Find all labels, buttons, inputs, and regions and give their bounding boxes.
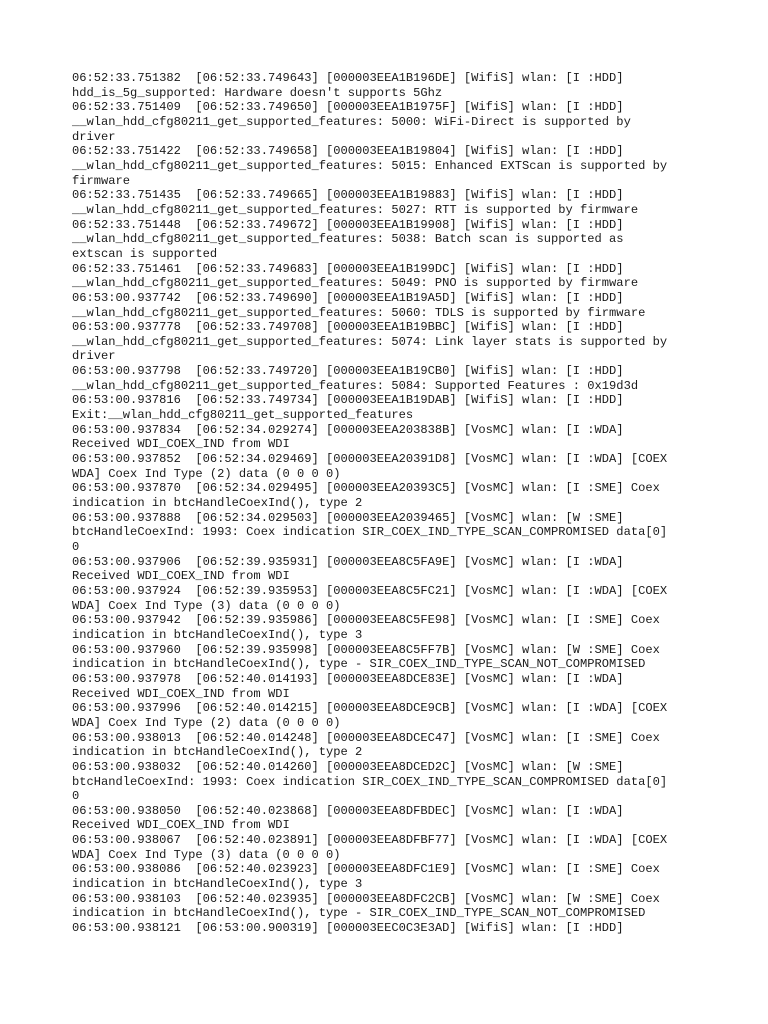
log-line: WDA] Coex Ind Type (2) data (0 0 0 0) xyxy=(72,466,341,481)
log-line: 06:53:00.938121 [06:53:00.900319] [000003EEC0C3E3AD] [WifiS] wlan: [I :HDD] xyxy=(72,921,624,936)
log-line: indication in btcHandleCoexInd(), type 3 xyxy=(72,627,363,642)
log-line: 06:53:00.938050 [06:52:40.023868] [000003EEA8DFBDEC] [VosMC] wlan: [I :WDA] xyxy=(72,803,624,818)
log-line: 06:53:00.937834 [06:52:34.029274] [000003EEA203838B] [VosMC] wlan: [I :WDA] xyxy=(72,422,624,437)
log-line: 06:52:33.751435 [06:52:33.749665] [000003EEA1B19883] [WifiS] wlan: [I :HDD] xyxy=(72,188,624,203)
log-line: __wlan_hdd_cfg80211_get_supported_features: 5074: Link layer stats is supported by xyxy=(72,334,668,349)
log-line: Received WDI_COEX_IND from WDI xyxy=(72,686,290,701)
log-line: 06:53:00.937960 [06:52:39.935998] [000003EEA8C5FF7B] [VosMC] wlan: [W :SME] Coex xyxy=(72,642,660,657)
log-line: Received WDI_COEX_IND from WDI xyxy=(72,437,290,452)
log-line: 06:53:00.937942 [06:52:39.935986] [000003EEA8C5FE98] [VosMC] wlan: [I :SME] Coex xyxy=(72,613,660,628)
log-line: 06:52:33.751422 [06:52:33.749658] [000003EEA1B19804] [WifiS] wlan: [I :HDD] xyxy=(72,144,624,159)
log-line: 06:53:00.938032 [06:52:40.014260] [000003EEA8DCED2C] [VosMC] wlan: [W :SME] xyxy=(72,759,624,774)
log-line: 06:53:00.938086 [06:52:40.023923] [000003EEA8DFC1E9] [VosMC] wlan: [I :SME] Coex xyxy=(72,862,660,877)
log-line: firmware xyxy=(72,173,131,188)
log-line: 0 xyxy=(72,540,80,554)
log-line: indication in btcHandleCoexInd(), type 2 xyxy=(72,745,363,760)
log-line: 0 xyxy=(72,789,80,804)
log-line: __wlan_hdd_cfg80211_get_supported_features: 5015: Enhanced EXTScan is supported by xyxy=(72,158,668,173)
log-line: driver xyxy=(72,349,116,364)
log-line: 06:53:00.937798 [06:52:33.749720] [000003EEA1B19CB0] [WifiS] wlan: [I :HDD] xyxy=(72,364,624,379)
log-line: WDA] Coex Ind Type (3) data (0 0 0 0) xyxy=(72,847,341,862)
log-line: hdd_is_5g_supported: Hardware doesn't supports 5Ghz xyxy=(72,85,443,100)
log-line: __wlan_hdd_cfg80211_get_supported_features: 5060: TDLS is supported by firmware xyxy=(72,305,646,320)
log-line: driver xyxy=(72,129,116,144)
log-line: 06:52:33.751382 [06:52:33.749643] [000003EEA1B196DE] [WifiS] wlan: [I :HDD] xyxy=(72,71,624,85)
log-line: 06:53:00.937852 [06:52:34.029469] [000003EEA20391D8] [VosMC] wlan: [I :WDA] [COEX xyxy=(72,452,668,467)
log-line: WDA] Coex Ind Type (2) data (0 0 0 0) xyxy=(72,715,341,730)
log-line: 06:53:00.937870 [06:52:34.029495] [000003EEA20393C5] [VosMC] wlan: [I :SME] Coex xyxy=(72,481,660,496)
log-line: 06:53:00.937906 [06:52:39.935931] [000003EEA8C5FA9E] [VosMC] wlan: [I :WDA] xyxy=(72,554,624,569)
log-line: 06:53:00.937778 [06:52:33.749708] [000003EEA1B19BBC] [WifiS] wlan: [I :HDD] xyxy=(72,320,624,335)
log-line: 06:53:00.937978 [06:52:40.014193] [000003EEA8DCE83E] [VosMC] wlan: [I :WDA] xyxy=(72,671,624,686)
log-line: __wlan_hdd_cfg80211_get_supported_features: 5049: PNO is supported by firmware xyxy=(72,276,639,291)
log-line: btcHandleCoexInd: 1993: Coex indication SIR_COEX_IND_TYPE_SCAN_COMPROMISED data[0] xyxy=(72,774,668,789)
log-line: 06:53:00.937816 [06:52:33.749734] [000003EEA1B19DAB] [WifiS] wlan: [I :HDD] xyxy=(72,393,624,408)
log-line: 06:53:00.937742 [06:52:33.749690] [000003EEA1B19A5D] [WifiS] wlan: [I :HDD] xyxy=(72,290,624,305)
log-line: 06:53:00.937996 [06:52:40.014215] [000003EEA8DCE9CB] [VosMC] wlan: [I :WDA] [COEX xyxy=(72,701,668,716)
log-line: __wlan_hdd_cfg80211_get_supported_features: 5027: RTT is supported by firmware xyxy=(72,202,639,217)
log-line: indication in btcHandleCoexInd(), type - SIR_COEX_IND_TYPE_SCAN_NOT_COMPROMISED xyxy=(72,906,646,921)
log-line: 06:52:33.751409 [06:52:33.749650] [000003EEA1B1975F] [WifiS] wlan: [I :HDD] xyxy=(72,100,624,115)
log-line: btcHandleCoexInd: 1993: Coex indication SIR_COEX_IND_TYPE_SCAN_COMPROMISED data[0] xyxy=(72,525,668,540)
log-line: WDA] Coex Ind Type (3) data (0 0 0 0) xyxy=(72,598,341,613)
log-line: 06:53:00.938067 [06:52:40.023891] [000003EEA8DFBF77] [VosMC] wlan: [I :WDA] [COEX xyxy=(72,833,668,848)
log-line: __wlan_hdd_cfg80211_get_supported_features: 5000: WiFi-Direct is supported by xyxy=(72,114,631,129)
log-line: 06:52:33.751461 [06:52:33.749683] [000003EEA1B199DC] [WifiS] wlan: [I :HDD] xyxy=(72,261,624,276)
log-line: Exit:__wlan_hdd_cfg80211_get_supported_features xyxy=(72,408,414,423)
log-line: indication in btcHandleCoexInd(), type 2 xyxy=(72,496,363,511)
log-line: 06:53:00.938103 [06:52:40.023935] [000003EEA8DFC2CB] [VosMC] wlan: [W :SME] Coex xyxy=(72,891,660,906)
log-line: Received WDI_COEX_IND from WDI xyxy=(72,569,290,584)
log-line: 06:53:00.937888 [06:52:34.029503] [000003EEA2039465] [VosMC] wlan: [W :SME] xyxy=(72,510,624,525)
log-line: extscan is supported xyxy=(72,246,218,261)
log-line: __wlan_hdd_cfg80211_get_supported_features: 5038: Batch scan is supported as xyxy=(72,232,624,247)
log-page xyxy=(72,71,702,936)
log-line: __wlan_hdd_cfg80211_get_supported_features: 5084: Supported Features : 0x19d3d xyxy=(72,378,639,393)
log-line: indication in btcHandleCoexInd(), type 3 xyxy=(72,877,363,892)
log-text-body xyxy=(72,71,702,936)
log-line: 06:53:00.938013 [06:52:40.014248] [000003EEA8DCEC47] [VosMC] wlan: [I :SME] Coex xyxy=(72,730,660,745)
log-line: indication in btcHandleCoexInd(), type - SIR_COEX_IND_TYPE_SCAN_NOT_COMPROMISED xyxy=(72,657,646,672)
log-line: 06:53:00.937924 [06:52:39.935953] [000003EEA8C5FC21] [VosMC] wlan: [I :WDA] [COEX xyxy=(72,583,668,598)
log-line: Received WDI_COEX_IND from WDI xyxy=(72,818,290,833)
log-line: 06:52:33.751448 [06:52:33.749672] [000003EEA1B19908] [WifiS] wlan: [I :HDD] xyxy=(72,217,624,232)
